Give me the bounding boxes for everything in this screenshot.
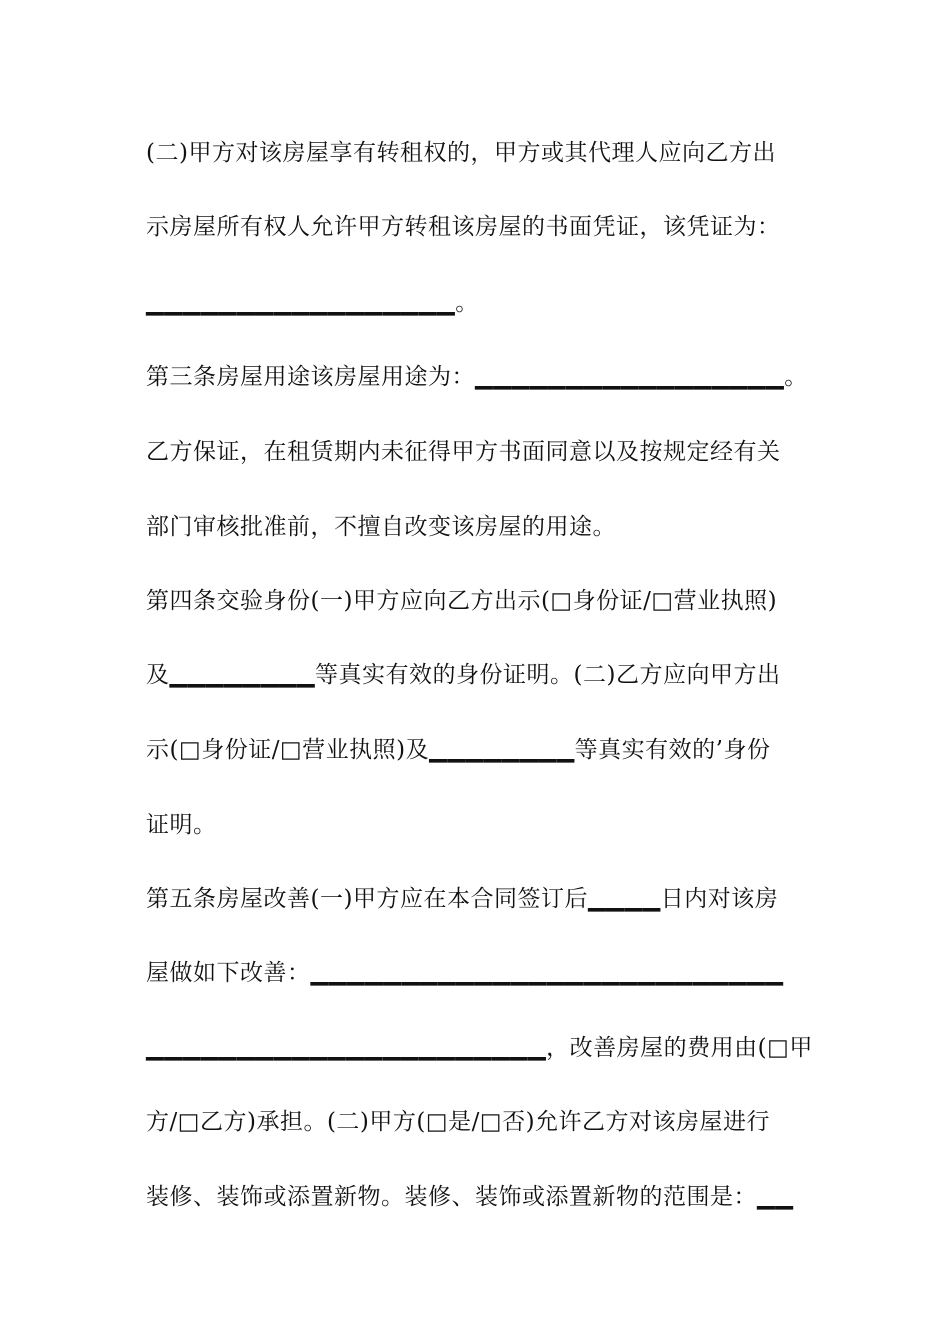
text-line: 屋做如下改善：▁▁▁▁▁▁▁▁▁▁▁▁▁▁▁▁▁▁▁▁▁▁▁▁▁▁: [146, 960, 784, 986]
text-line: 第四条交验身份(一)甲方应向乙方出示(□身份证/□营业执照): [146, 588, 778, 614]
text-line: 示房屋所有权人允许甲方转租该房屋的书面凭证，该凭证为：: [146, 214, 781, 240]
text-line: 部门审核批准前，不擅自改变该房屋的用途。: [146, 514, 616, 540]
text-line: ▁▁▁▁▁▁▁▁▁▁▁▁▁▁▁▁▁。: [146, 290, 479, 316]
text-line: 第五条房屋改善(一)甲方应在本合同签订后▁▁▁▁日内对该房: [146, 886, 779, 912]
text-line: 证明。: [146, 812, 217, 838]
text-line: 装修、装饰或添置新物。装修、装饰或添置新物的范围是：▁▁: [146, 1184, 794, 1210]
text-line: 示(□身份证/□营业执照)及▁▁▁▁▁▁▁▁等真实有效的’身份: [146, 737, 771, 763]
text-line: ▁▁▁▁▁▁▁▁▁▁▁▁▁▁▁▁▁▁▁▁▁▁，改善房屋的费用由(□甲: [146, 1035, 813, 1061]
text-line: 方/□乙方)承担。(二)甲方(□是/□否)允许乙方对该房屋进行: [146, 1109, 771, 1135]
text-line: (二)甲方对该房屋享有转租权的，甲方或其代理人应向乙方出: [146, 140, 776, 166]
text-line: 第三条房屋用途该房屋用途为：▁▁▁▁▁▁▁▁▁▁▁▁▁▁▁▁▁。: [146, 364, 808, 390]
text-line: 乙方保证，在租赁期内未征得甲方书面同意以及按规定经有关: [146, 439, 781, 465]
text-line: 及▁▁▁▁▁▁▁▁等真实有效的身份证明。(二)乙方应向甲方出: [146, 662, 781, 688]
